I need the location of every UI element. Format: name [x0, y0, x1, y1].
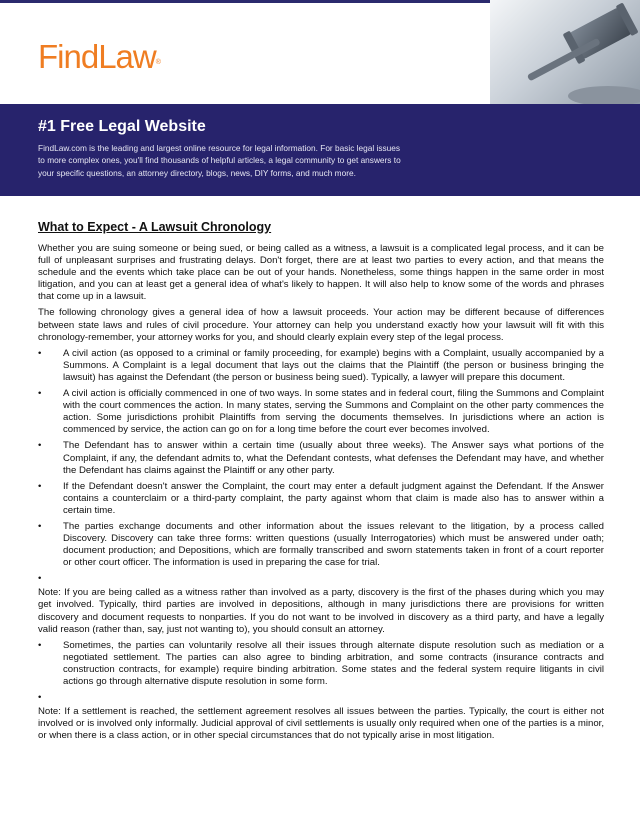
page-header: [0, 0, 640, 104]
bullet-mark: •: [38, 639, 42, 651]
bullet-mark: •: [38, 440, 42, 452]
settlement-note: Note: If a settlement is reached, the settlement agreement resolves all issues between the parties. Typically, the court is either not involved or is involved only informally. Judicial approval of civil settlements is usually only required when one of the parties is a minor, or when there is a class action, or in other special circumstances that do not typically arise in most litigation.: [38, 706, 604, 742]
list-item-text: If the Defendant doesn't answer the Complaint, the court may enter a default judgment against the Defendant. If the Answer contains a counterclaim or a third-party complaint, the party against whom that claim is made also has to answer within a certain time.: [63, 480, 604, 516]
intro-paragraph: The following chronology gives a general idea of how a lawsuit proceeds. Your action may be different because of differences between state laws and rules of civil procedure. Your attorney can help you understand exactly how your lawsuit will fit with this chronology-remember, your attorney works for you, and should clearly explain every step of the legal process.: [38, 307, 604, 343]
list-item: [38, 481, 604, 517]
logo-registered-mark: ®: [155, 59, 161, 66]
list-item-text: The parties exchange documents and other information about the issues relevant to the litigation, by a process called Discovery. Discovery can take three forms: written questions (usually Interrogatories) which must be answered under oath; document production; and Depositions, which are formally transcribed and sworn statements taken in front of a court reporter or other court officer. The information is used in preparing the case for trial.: [63, 520, 604, 569]
list-item: [38, 388, 604, 436]
document-title: What to Expect - A Lawsuit Chronology: [38, 220, 272, 234]
witness-note: Note: If you are being called as a witness rather than involved as a party, discovery is the first of the phases during which you may get involved. Typically, third parties are involved in depositions, although in many jurisdictions there are provisions for written discovery and document requests to nonparties. If you do not want to be involved in discovery as a third party, and have a legally valid reason (rather than, say, just not wanting to), you should consult an attorney.: [38, 587, 604, 635]
empty-bullet: •: [38, 692, 42, 704]
list-item-text: The Defendant has to answer within a certain time (usually about three weeks). The Answer says what portions of the Complaint, if any, the defendant admits to, what the Defendant contests, what defenses the Defendant may have, and whether the Defendant has claims against the Plaintiff or any other party.: [63, 440, 604, 476]
gavel-photo: [490, 0, 640, 104]
banner-description: [38, 142, 458, 179]
intro-paragraph: Whether you are suing someone or being sued, or being called as a witness, a lawsuit is a complicated legal process, and it can be full of unpleasant surprises and frustrating delays. Don't forget, there are at least two parties to every action, and that means the schedule and the events which take place can be out of your hands. Nonetheless, some things happen in the same order in most litigation, and you can at least get a general idea of what's likely to happen. It will also help to know some of the words and phrases that come up in a lawsuit.: [38, 243, 604, 303]
document-body: [38, 220, 604, 746]
settlement-list: [38, 640, 604, 688]
banner-line: FindLaw.com is the leading and largest online resource for legal information. For basic legal issues: [38, 143, 401, 153]
list-item: [38, 521, 604, 569]
chronology-list: [38, 348, 604, 570]
gavel-icon: [490, 0, 640, 104]
list-item-text: Sometimes, the parties can voluntarily resolve all their issues through alternate dispute resolution such as mediation or a negotiated settlement. The parties can also agree to binding arbitration, and some contracts (insurance contracts and construction contracts, for example) require binding arbitration. Some states and the federal system require litigants in civil actions go through alternative dispute resolution in some form.: [63, 639, 604, 687]
empty-bullet: •: [38, 573, 42, 585]
list-item-text: A civil action is officially commenced in one of two ways. In some states and in federal court, filing the Summons and Complaint with the court commences the action. In many states, serving the Summons and Complaint on the other party commences the action. Some jurisdictions prohibit Plaintiffs from serving the documents themselves. In jurisdictions where an action is commenced by service, the action can go on for a long time before the court ever becomes involved.: [63, 388, 604, 436]
list-item: [38, 640, 604, 688]
bullet-mark: •: [38, 347, 42, 359]
list-item-text: A civil action (as opposed to a criminal or family proceeding, for example) begins with a Complaint, usually accompanied by a Summons. A Complaint is a legal document that lays out the claims that the Plaintiff (the person or business bringing the lawsuit) has against the Defendant (the person or business being sued). Typically, a lawyer will prepare this document.: [63, 347, 604, 383]
banner-line: to more complex ones, you'll find thousands of helpful articles, a legal community to get answers to: [38, 155, 401, 166]
list-item: [38, 440, 604, 476]
list-item: [38, 348, 604, 384]
findlaw-logo: [38, 38, 161, 76]
bullet-mark: •: [38, 520, 42, 532]
banner-title: #1 Free Legal Website: [38, 118, 206, 135]
promo-banner: [0, 104, 640, 196]
bullet-mark: •: [38, 480, 42, 492]
bullet-mark: •: [38, 388, 42, 400]
banner-line: your specific questions, an attorney directory, blogs, news, DIY forms, and much more.: [38, 167, 356, 178]
logo-text: FindLaw: [38, 38, 156, 75]
